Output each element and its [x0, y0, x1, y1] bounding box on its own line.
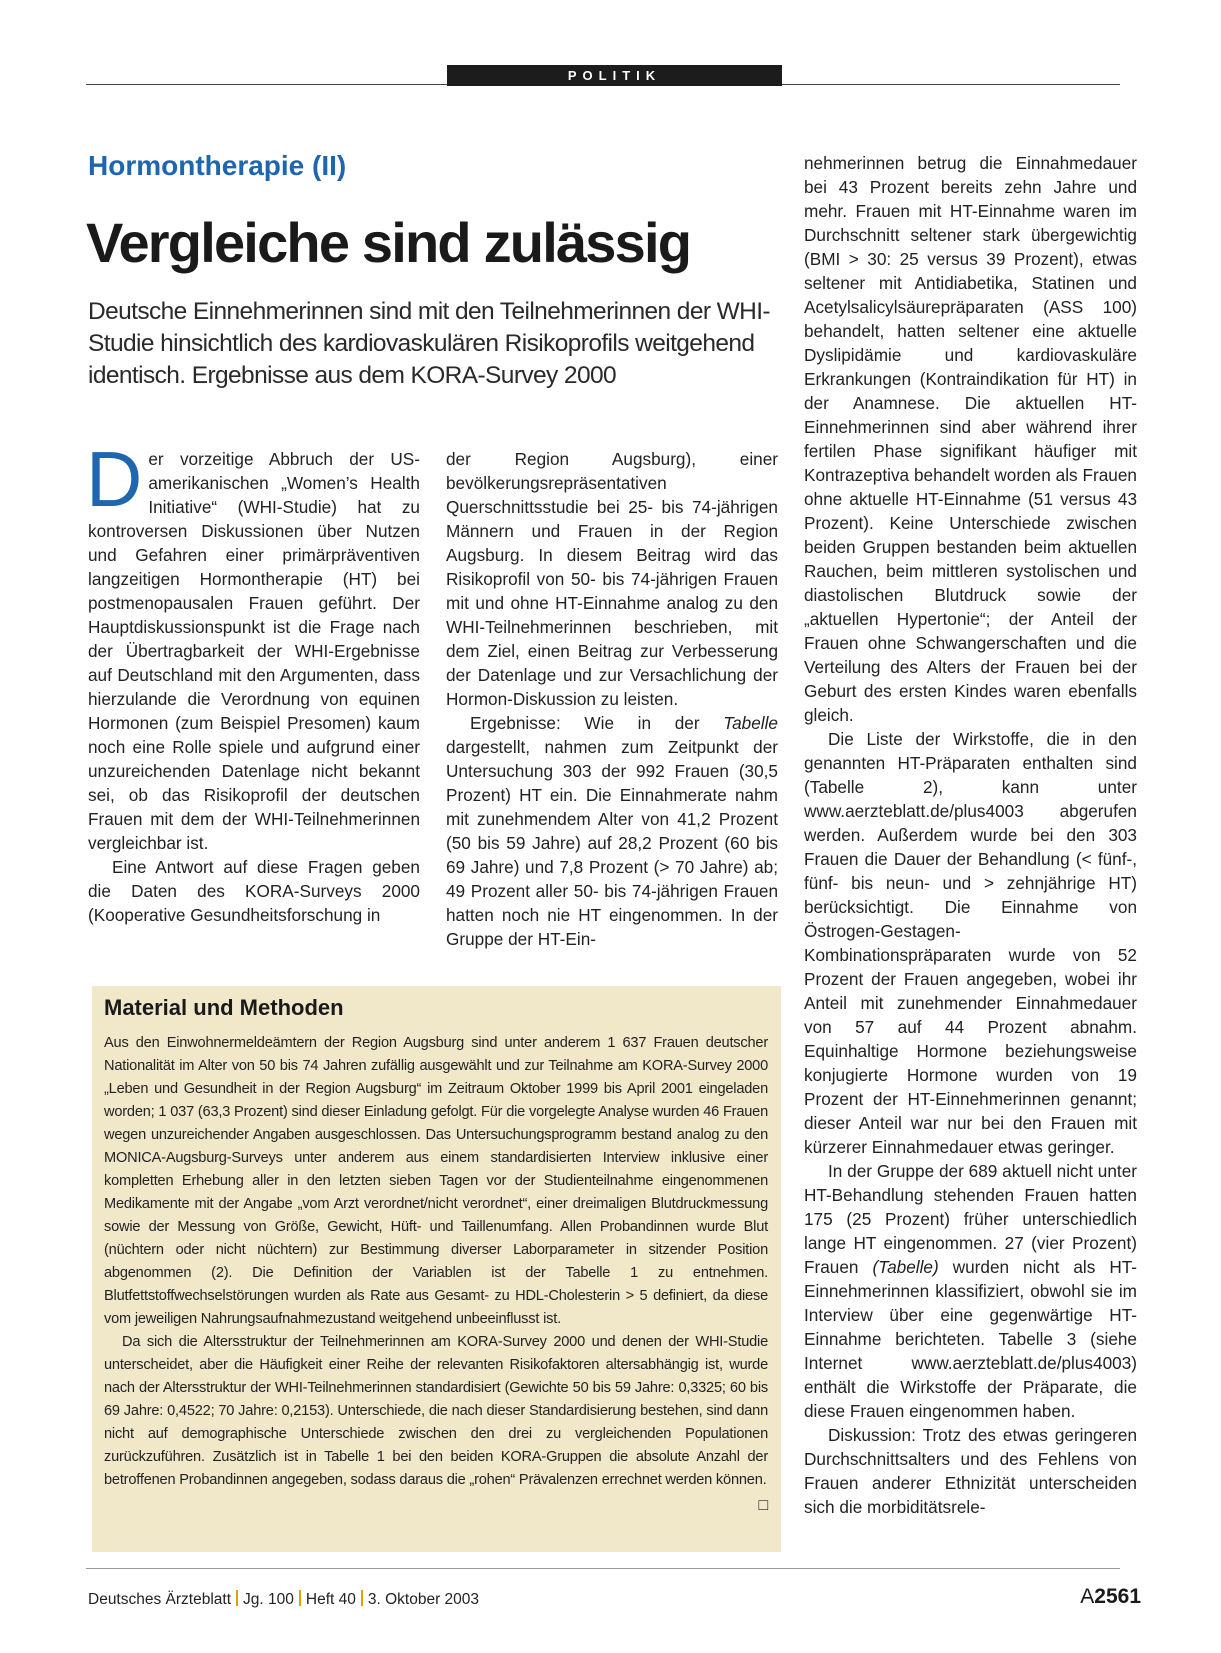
paragraph-text: wurden nicht als HT-Einnehmerinnen klassifiziert, obwohl sie im Interview über eine gegenwärtige HT-Einnahme berichteten. Tabelle 3 (siehe Internet www.aerzteblatt.de/plus4003) enthält die Wirkstoffe der Präparate, die diese Frauen eingenommen haben.	[804, 1257, 1137, 1421]
page-number	[1080, 1585, 1141, 1609]
paragraph: Aus den Einwohnermeldeämtern der Region Augsburg sind unter anderem 1 637 Frauen deutscher Nationalität im Alter von 50 bis 74 Jahren zufällig ausgewählt und zur Teilnahme am KORA-Survey 2000 „Leben und Gesundheit in der Region Augsburg“ im Zeitraum Oktober 1999 bis April 2001 eingeladen worden; 1 037 (63,3 Prozent) sind dieser Einladung gefolgt. Für die vorgelegte Analyse wurden 46 Frauen wegen unzureichender Angaben ausgeschlossen. Das Untersuchungsprogramm bestand analog zu den MONICA-Augsburg-Surveys unter anderem aus einem standardisierten Interview inklusive einer kompletten Erhebung aller in den letzten sieben Tagen vor der Studienteilnahme eingenommenen Medikamente mit der Angabe „vom Arzt verordnet/nicht verordnet“, einer dreimaligen Blutdruckmessung sowie der Messung von Größe, Gewicht, Hüft- und Taillenumfang. Allen Probandinnen wurde Blut (nüchtern oder nicht nüchtern) zur Bestimmung diverser Laborparameter in sitzender Position abgenommen (2). Die Definition der Variablen ist der Tabelle 1 zu entnehmen. Blutfettstoffwechselstörungen wurden als Rate aus Gesamt- zu HDL-Cholesterin > 5 definiert, da diese vom jeweiligen Nahrungsaufnahmezustand weitgehend unbeeinflusst ist.	[104, 1035, 768, 1327]
table-reference: Tabelle	[723, 713, 778, 733]
article-headline: Vergleiche sind zulässig	[86, 211, 691, 274]
end-of-article-square-icon: □	[758, 1497, 768, 1514]
footer-citation	[88, 1590, 479, 1609]
drop-cap: D	[86, 435, 143, 523]
publication-date: 3. Oktober 2003	[367, 1591, 480, 1608]
paragraph	[86, 435, 420, 855]
paragraph: nehmerinnen betrug die Einnahmedauer bei 43 Prozent bereits zehn Jahre und mehr. Frauen mit HT-Einnahme waren im Durchschnitt seltener stark übergewichtig (BMI > 30: 25 versus 39 Prozent), etwas seltener mit Antidiabetika, Statinen und Acetylsalicylsäurepräparaten (ASS 100) behandelt, hatten seltener eine aktuelle Dyslipidämie und kardiovaskuläre Erkrankungen (Kontraindikation für HT) in der Anamnese. Die aktuellen HT-Einnehmerinnen sind aber während ihrer fertilen Phase signifikant häufiger mit Kontrazeptiva behandelt worden als Frauen ohne aktuelle HT-Einnahme (51 versus 43 Prozent). Keine Unterschiede zwischen beiden Gruppen bestanden beim aktuellen Rauchen, beim mittleren systolischen und diastolischen Blutdruck sowie der „aktuellen Hypertonie“; der Anteil der Frauen ohne Schwangerschaften und die Verteilung des Alters der Frauen bei der Geburt des ersten Kindes waren ebenfalls gleich.	[804, 153, 1137, 725]
table-reference: (Tabelle)	[872, 1257, 939, 1277]
paragraph-text: Ergebnisse: Wie in der	[470, 713, 724, 733]
article-lead: Deutsche Einnehmerinnen sind mit den Teilnehmerinnen der WHI-Studie hinsichtlich des kardiovaskulären Risikoprofils weitgehend identisch. Ergebnisse aus dem KORA-Survey 2000	[88, 298, 770, 389]
paragraph	[804, 1159, 1137, 1423]
paragraph-text: er vorzeitige Abbruch der US-amerikanischen „Women’s Health Initiative“ (WHI-Studie) hat zu kontroversen Diskussionen über Nutzen und Gefahren einer primärpräventiven langzeitigen Hormontherapie (HT) bei postmenopausalen Frauen geführt. Der Hauptdiskussionspunkt ist die Frage nach der Übertragbarkeit der WHI-Ergebnisse auf Deutschland mit den Argumenten, dass hierzulande die Verordnung von equinen Hormonen (zum Beispiel Presomen) kaum noch eine Rolle spiele und aufgrund einer unzureichenden Datenlage nicht bekannt sei, ob das Risikoprofil der deutschen Frauen mit dem der WHI-Teilnehmerinnen vergleichbar ist.	[88, 449, 420, 853]
page-prefix: A	[1080, 1585, 1095, 1608]
issue: Heft 40	[305, 1591, 356, 1608]
paragraph	[104, 1331, 768, 1514]
paragraph: Eine Antwort auf diese Fragen geben die Daten des KORA-Surveys 2000 (Kooperative Gesundheitsforschung in	[88, 857, 420, 925]
methods-box-title: Material und Methoden	[104, 995, 344, 1020]
footer-rule	[86, 1568, 1120, 1569]
section-label: POLITIK	[447, 65, 782, 86]
separator	[236, 1590, 238, 1606]
paragraph-text: dargestellt, nahmen zum Zeitpunkt der Untersuchung 303 der 992 Frauen (30,5 Prozent) HT ein. Die Einnahmerate nahm mit zunehmendem Alter von 41,2 Prozent (50 bis 59 Jahre) auf 28,2 Prozent (60 bis 69 Jahre) und 7,8 Prozent (> 70 Jahre) ab; 49 Prozent aller 50- bis 74-jährigen Frauen hatten noch nie HT eingenommen. In der Gruppe der HT-Ein-	[446, 737, 778, 949]
article-column-1	[86, 435, 420, 927]
paragraph: der Region Augsburg), einer bevölkerungsrepräsentativen Querschnittsstudie bei 25- bis 74-jährigen Männern und Frauen in der Region Augsburg. In diesem Beitrag wird das Risikoprofil von 50- bis 74-jährigen Frauen mit und ohne HT-Einnahme analog zu den WHI-Teilnehmerinnen beschrieben, mit dem Ziel, einen Beitrag zur Verbesserung der Datenlage und zur Versachlichung der Hormon-Diskussion zu leisten.	[446, 449, 778, 709]
paragraph: Die Liste der Wirkstoffe, die in den genannten HT-Präparaten enthalten sind (Tabelle 2), kann unter www.aerzteblatt.de/plus4003 abgerufen werden. Außerdem wurde bei den 303 Frauen die Dauer der Behandlung (< fünf-, fünf- bis neun- und > zehnjährige HT) berücksichtigt. Die Einnahme von Östrogen-Gestagen-Kombinationspräparaten wurde von 52 Prozent der Frauen angegeben, wobei ihr Anteil mit zunehmender Einnahmedauer von 57 auf 44 Prozent abnahm. Equinhaltige Hormone beziehungsweise konjugierte Hormone wurden von 19 Prozent der HT-Einnehmerinnen genannt; dieser Anteil war nur bei den Frauen mit kürzerer Einnahmedauer etwas geringer.	[804, 729, 1137, 1157]
paragraph	[446, 711, 778, 951]
journal-name: Deutsches Ärzteblatt	[88, 1591, 232, 1608]
article-column-2	[446, 447, 778, 951]
page-number-value: 2561	[1094, 1585, 1141, 1608]
article-column-3	[804, 151, 1137, 1519]
paragraph-text: Da sich die Altersstruktur der Teilnehmerinnen am KORA-Survey 2000 und denen der WHI-Studie unterscheidet, aber die Häufigkeit einer Reihe der relevanten Risikofaktoren altersabhängig ist, wurde nach der Altersstruktur der WHI-Teilnehmerinnen standardisiert (Gewichte 50 bis 59 Jahre: 0,3325; 60 bis 69 Jahre: 0,4522; 70 Jahre: 0,2153). Unterschiede, die nach dieser Standardisierung bestehen, sind dann nicht auf demographische Unterschiede zwischen den drei zu vergleichenden Populationen zurückzuführen. Zusätzlich ist in Tabelle 1 bei den beiden KORA-Gruppen die absolute Anzahl der betroffenen Probandinnen angegeben, sodass daraus die „rohen“ Prävalenzen errechnet werden können.	[104, 1334, 768, 1488]
separator	[299, 1590, 301, 1606]
methods-box-body	[104, 1032, 768, 1517]
paragraph-text: In der Gruppe der 689 aktuell nicht unter HT-Behandlung stehenden Frauen hatten 175 (25 Prozent) früher unterschiedlich lange HT eingenommen. 27 (vier Prozent) Frauen	[804, 1161, 1137, 1277]
separator	[361, 1590, 363, 1606]
paragraph: Diskussion: Trotz des etwas geringeren Durchschnittsalters und des Fehlens von Frauen anderer Ethnizität unterscheiden sich die morbiditätsrele-	[804, 1425, 1137, 1517]
volume: Jg. 100	[243, 1591, 294, 1608]
article-kicker: Hormontherapie (II)	[88, 150, 347, 181]
